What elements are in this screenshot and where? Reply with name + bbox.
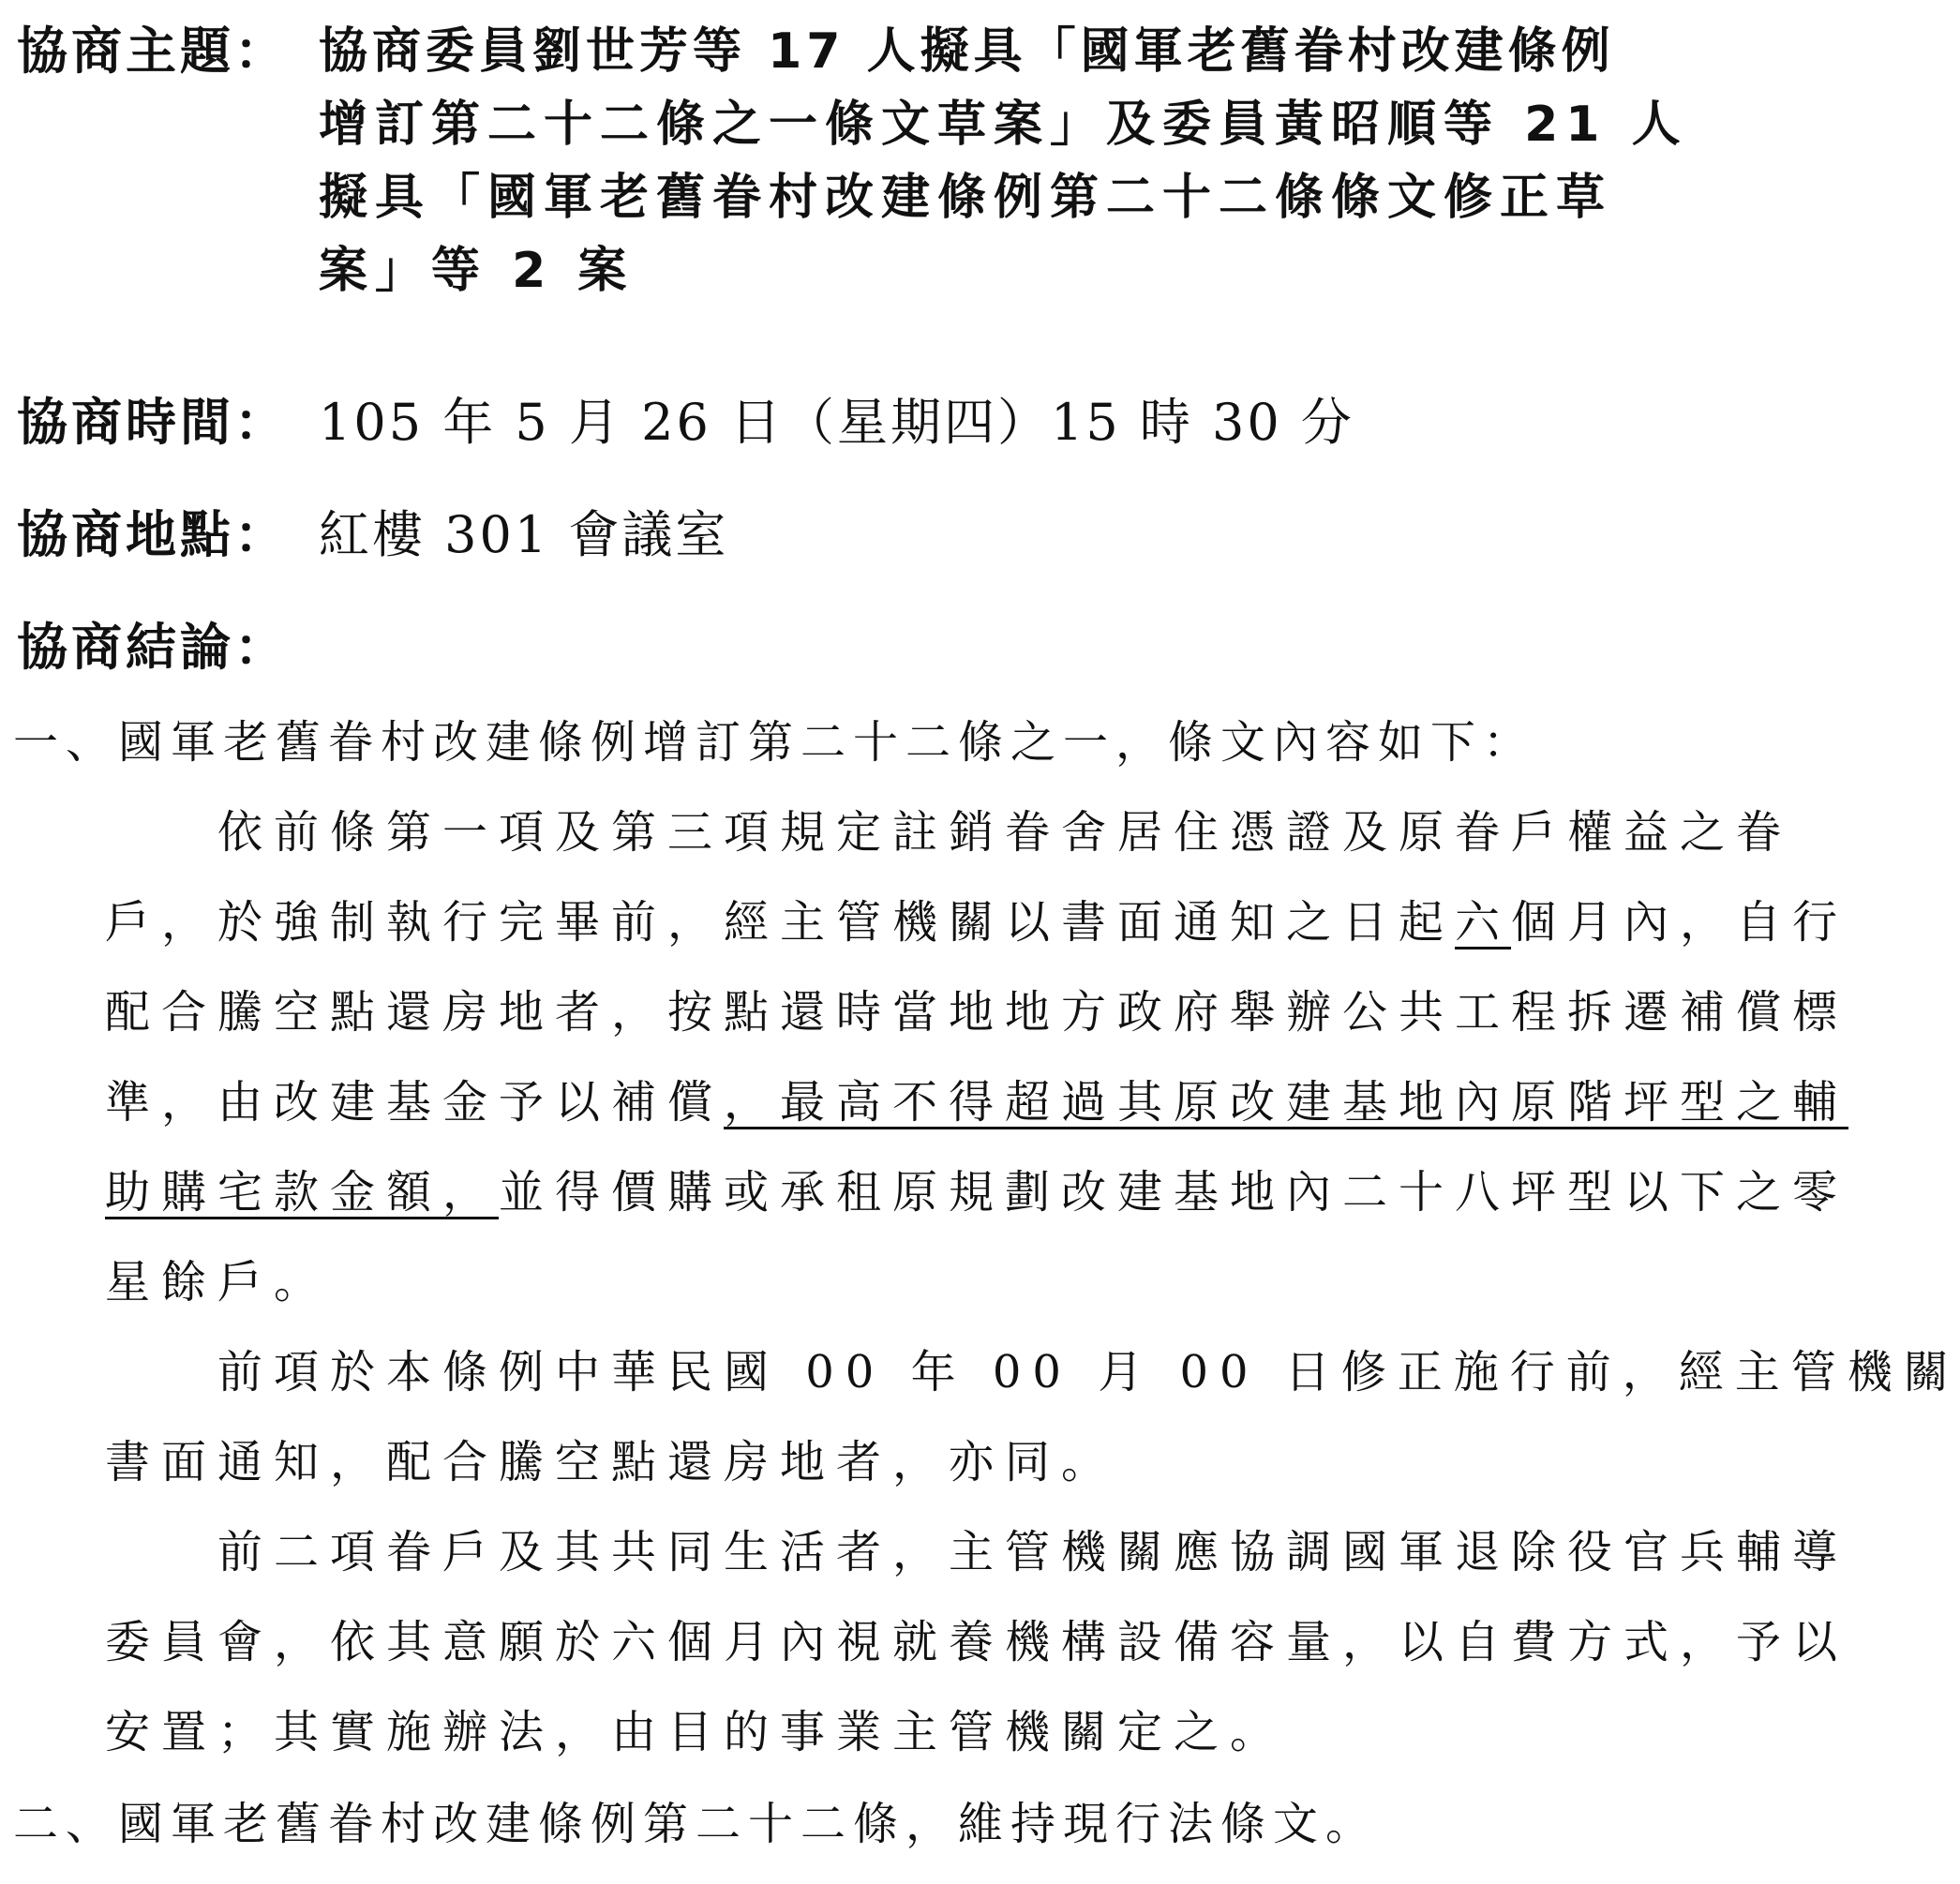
place-value: 紅樓 301 會議室 — [319, 505, 729, 564]
conclusion-row — [17, 611, 319, 684]
topic-line: 協商委員劉世芳等 17 人擬具「國軍老舊眷村改建條例 — [319, 23, 1615, 80]
underlined-text: 六 — [1455, 896, 1512, 949]
text-run: 戶，於強制執行完畢前，經主管機關以書面通知之日起 — [105, 896, 1456, 949]
text-run: 個月內，自行 — [1511, 896, 1849, 949]
place-row — [17, 499, 728, 572]
text-run: 並得價購或承租原規劃改建基地內二十八坪型以下之零 — [499, 1166, 1849, 1219]
paragraph-line: 星餘戶。 — [105, 1256, 331, 1308]
topic-label: 協商主題： — [17, 22, 289, 81]
place-label: 協商地點： — [17, 505, 289, 564]
item-heading: 一、國軍老舊眷村改建條例增訂第二十二條之一，條文內容如下： — [13, 716, 1536, 769]
paragraph-line — [105, 1164, 1848, 1220]
time-row — [17, 386, 1354, 459]
paragraph-line: 配合騰空點還房地者，按點還時當地地方政府舉辦公共工程拆遷補償標 — [105, 986, 1849, 1039]
topic-line: 擬具「國軍老舊眷村改建條例第二十二條條文修正草 — [319, 170, 1613, 226]
underlined-text: ，最高不得超過其原改建基地內原階坪型之輔 — [724, 1076, 1849, 1129]
paragraph-line: 依前條第一項及第三項規定註銷眷舍居住憑證及原眷戶權益之眷 — [217, 806, 1793, 859]
underlined-text: 助購宅款金額， — [105, 1166, 500, 1219]
paragraph-line — [105, 894, 1848, 950]
paragraph-line — [105, 1074, 1848, 1130]
topic-row — [17, 15, 1688, 307]
text-run: 準，由改建基金予以補償 — [105, 1076, 725, 1129]
paragraph-line: 委員會，依其意願於六個月內視就養機構設備容量，以自費方式，予以 — [105, 1616, 1849, 1668]
topic-value — [319, 15, 1688, 307]
conclusion-label: 協商結論： — [17, 618, 289, 677]
time-label: 協商時間： — [17, 393, 289, 452]
topic-line: 案」等 2 案 — [319, 243, 635, 299]
paragraph-line: 前項於本條例中華民國 00 年 00 月 00 日修正施行前，經主管機關 — [217, 1346, 1960, 1398]
topic-line: 增訂第二十二條之一條文草案」及委員黃昭順等 21 人 — [319, 97, 1688, 153]
paragraph-line: 安置；其實施辦法，由目的事業主管機關定之。 — [105, 1706, 1287, 1758]
item-heading: 二、國軍老舊眷村改建條例第二十二條，維持現行法條文。 — [13, 1798, 1379, 1850]
time-value: 105 年 5 月 26 日（星期四）15 時 30 分 — [319, 393, 1354, 452]
paragraph-line: 前二項眷戶及其共同生活者，主管機關應協調國軍退除役官兵輔導 — [217, 1526, 1849, 1578]
paragraph-line: 書面通知，配合騰空點還房地者，亦同。 — [105, 1436, 1118, 1488]
